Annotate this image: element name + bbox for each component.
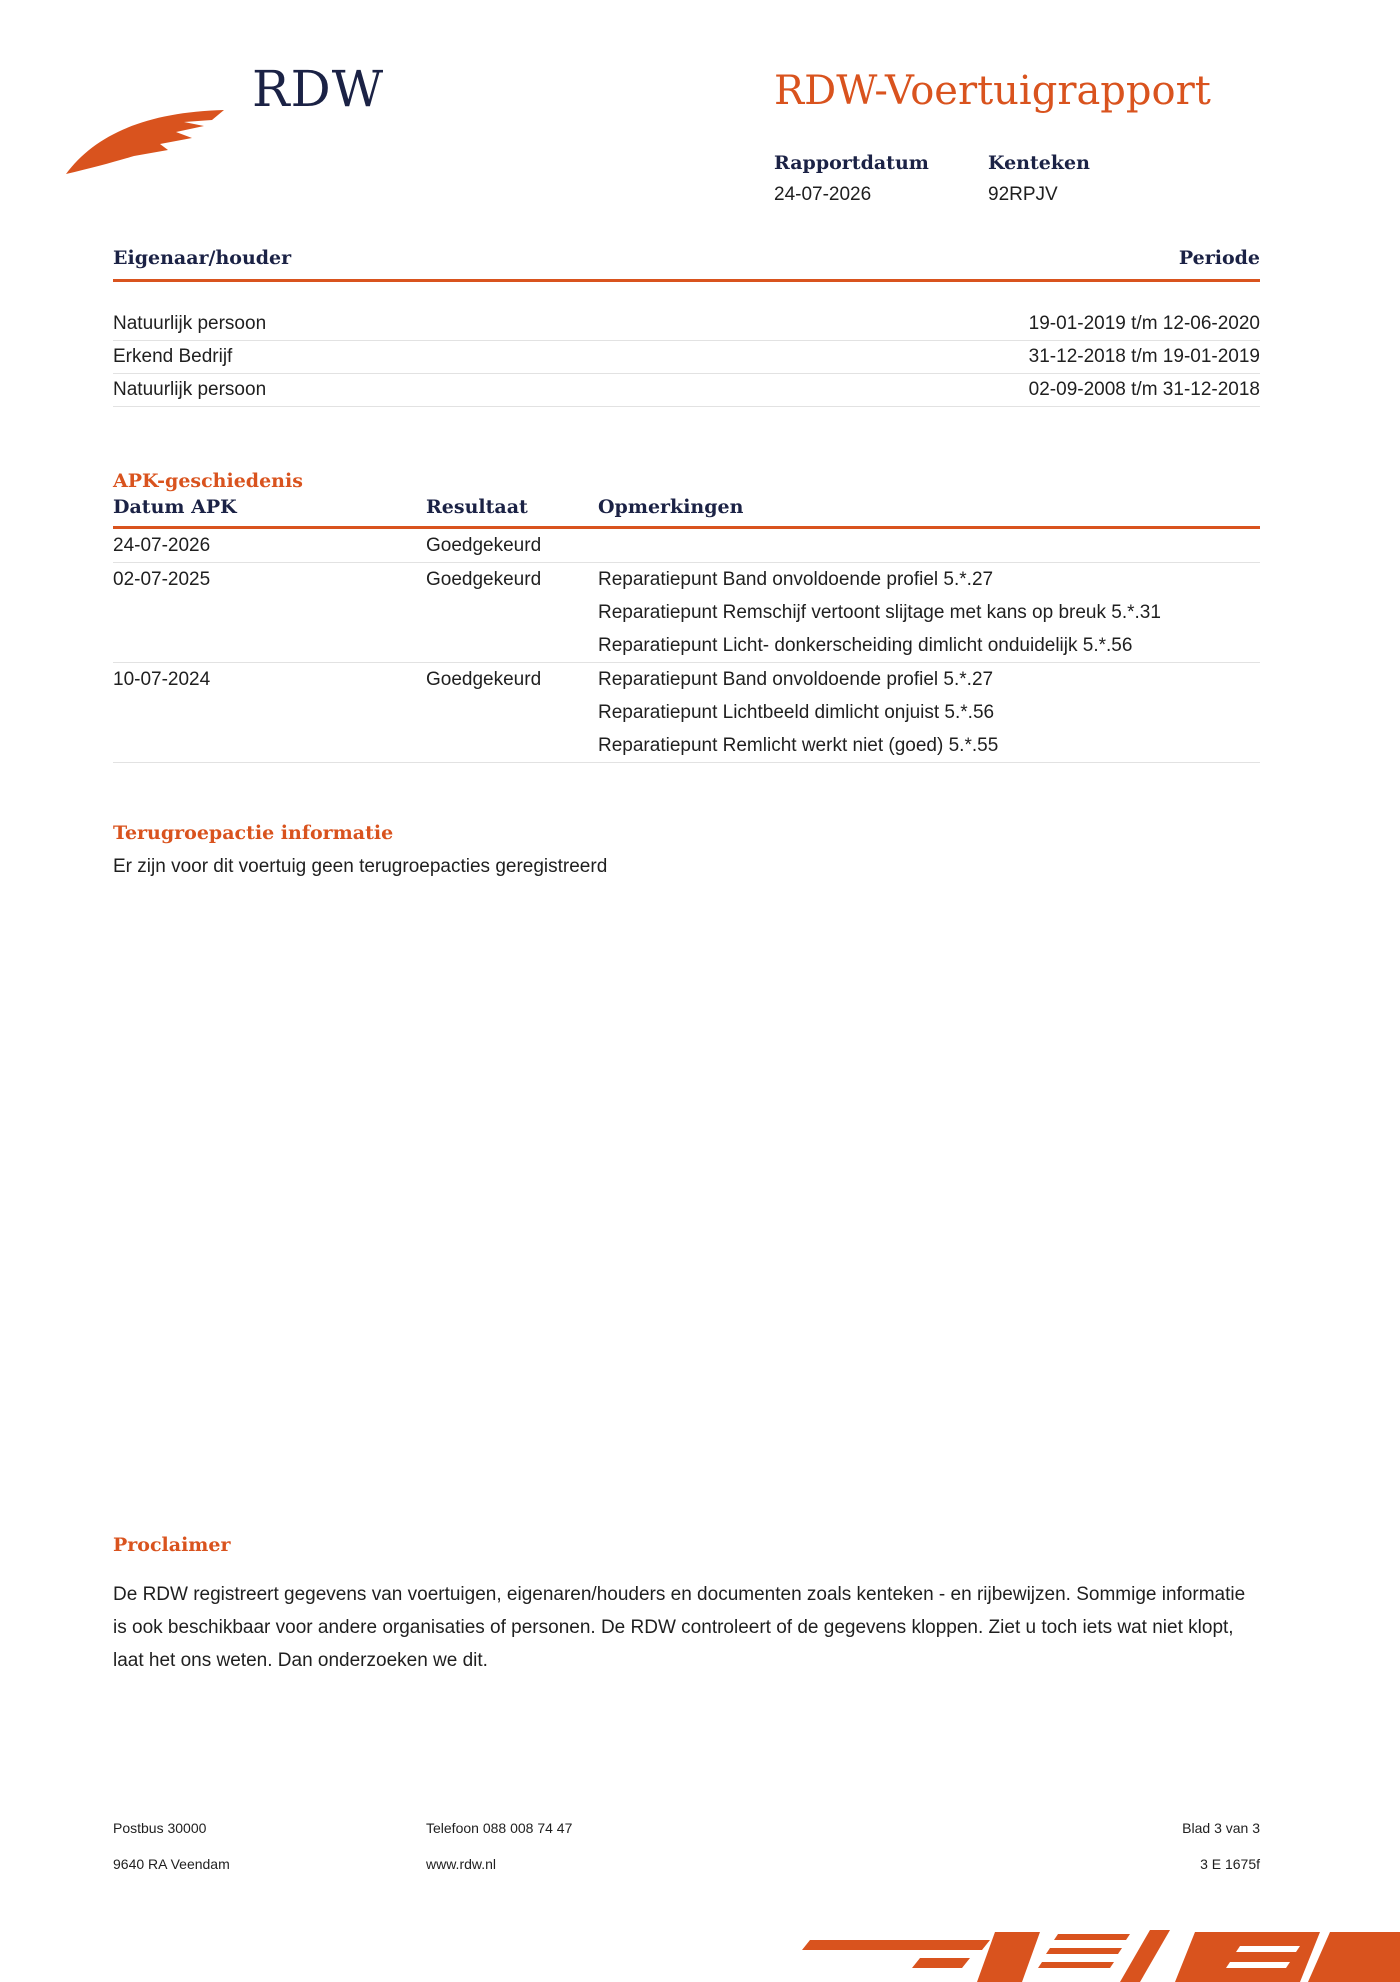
table-row [113, 563, 1260, 663]
footer-code: 3 E 1675f [1200, 1856, 1260, 1872]
period-cell: 31-12-2018 t/m 19-01-2019 [1028, 346, 1260, 367]
table-row [113, 308, 1260, 341]
recall-section [113, 822, 1260, 878]
owner-cell: Natuurlijk persoon [113, 313, 267, 334]
apk-date: 10-07-2024 [113, 669, 211, 690]
footer-stripes-decoration [800, 1924, 1400, 1982]
col-date: Datum APK [113, 496, 237, 518]
disclaimer-text: De RDW registreert gegevens van voertuigen, eigenaren/houders en documenten zoals kenteken - en rijbewijzen. Sommige informatie is ook beschikbaar voor andere organisaties of personen. De RDW controleert of de gegevens kloppen. Ziet u toch iets wat niet klopt, laat het ons weten. Dan onderzoeken we dit. [113, 1584, 1246, 1671]
table-row [113, 341, 1260, 374]
col-result: Resultaat [426, 496, 528, 518]
col-period: Periode [1178, 247, 1260, 269]
rdw-logo [64, 60, 384, 180]
table-row [113, 663, 1260, 763]
apk-header [113, 496, 1260, 529]
logo-text: RDW [252, 60, 385, 118]
col-owner: Eigenaar/houder [113, 247, 292, 269]
apk-title: APK-geschiedenis [113, 470, 303, 492]
apk-history [113, 470, 1260, 763]
remark-item: Reparatiepunt Lichtbeeld dimlicht onjuist 5.*.56 [598, 702, 995, 723]
table-row [113, 529, 1260, 563]
apk-result: Goedgekeurd [426, 569, 542, 590]
owner-cell: Natuurlijk persoon [113, 379, 267, 400]
report-date-value: 24-07-2026 [774, 184, 872, 205]
footer-page-number: Blad 3 van 3 [1182, 1820, 1260, 1836]
plate-value: 92RPJV [988, 184, 1058, 205]
apk-result: Goedgekeurd [426, 669, 542, 690]
owners-header [113, 247, 1260, 282]
remark-item: Reparatiepunt Band onvoldoende profiel 5.*.27 [598, 569, 994, 590]
period-cell: 19-01-2019 t/m 12-06-2020 [1028, 313, 1260, 334]
footer-address-line1: Postbus 30000 [113, 1820, 207, 1836]
recall-title: Terugroepactie informatie [113, 822, 394, 844]
footer-address-line2: 9640 RA Veendam [113, 1856, 230, 1872]
apk-date: 24-07-2026 [113, 535, 211, 556]
footer-website[interactable]: www.rdw.nl [426, 1856, 497, 1872]
apk-remarks [598, 563, 1161, 662]
apk-date: 02-07-2025 [113, 569, 211, 590]
owners-table [113, 247, 1260, 407]
remark-item: Reparatiepunt Remlicht werkt niet (goed) 5.*.55 [598, 735, 999, 756]
apk-result: Goedgekeurd [426, 535, 542, 556]
report-title: RDW-Voertuigrapport [774, 68, 1211, 114]
footer-phone: Telefoon 088 008 74 47 [426, 1820, 573, 1836]
remark-item: Reparatiepunt Remschijf vertoont slijtage met kans op breuk 5.*.31 [598, 602, 1161, 623]
owner-cell: Erkend Bedrijf [113, 346, 233, 367]
remark-item: Reparatiepunt Band onvoldoende profiel 5.*.27 [598, 669, 994, 690]
recall-text: Er zijn voor dit voertuig geen terugroepacties geregistreerd [113, 856, 608, 877]
disclaimer-title: Proclaimer [113, 1534, 231, 1556]
disclaimer-section [113, 1534, 1260, 1677]
plate-label: Kenteken [988, 152, 1090, 174]
apk-remarks [598, 663, 998, 762]
remark-item: Reparatiepunt Licht- donkerscheiding dimlicht onduidelijk 5.*.56 [598, 635, 1133, 656]
table-row [113, 374, 1260, 407]
rdw-wing-icon [64, 96, 234, 176]
period-cell: 02-09-2008 t/m 31-12-2018 [1028, 379, 1260, 400]
col-remarks: Opmerkingen [598, 496, 744, 518]
report-date-label: Rapportdatum [774, 152, 929, 174]
